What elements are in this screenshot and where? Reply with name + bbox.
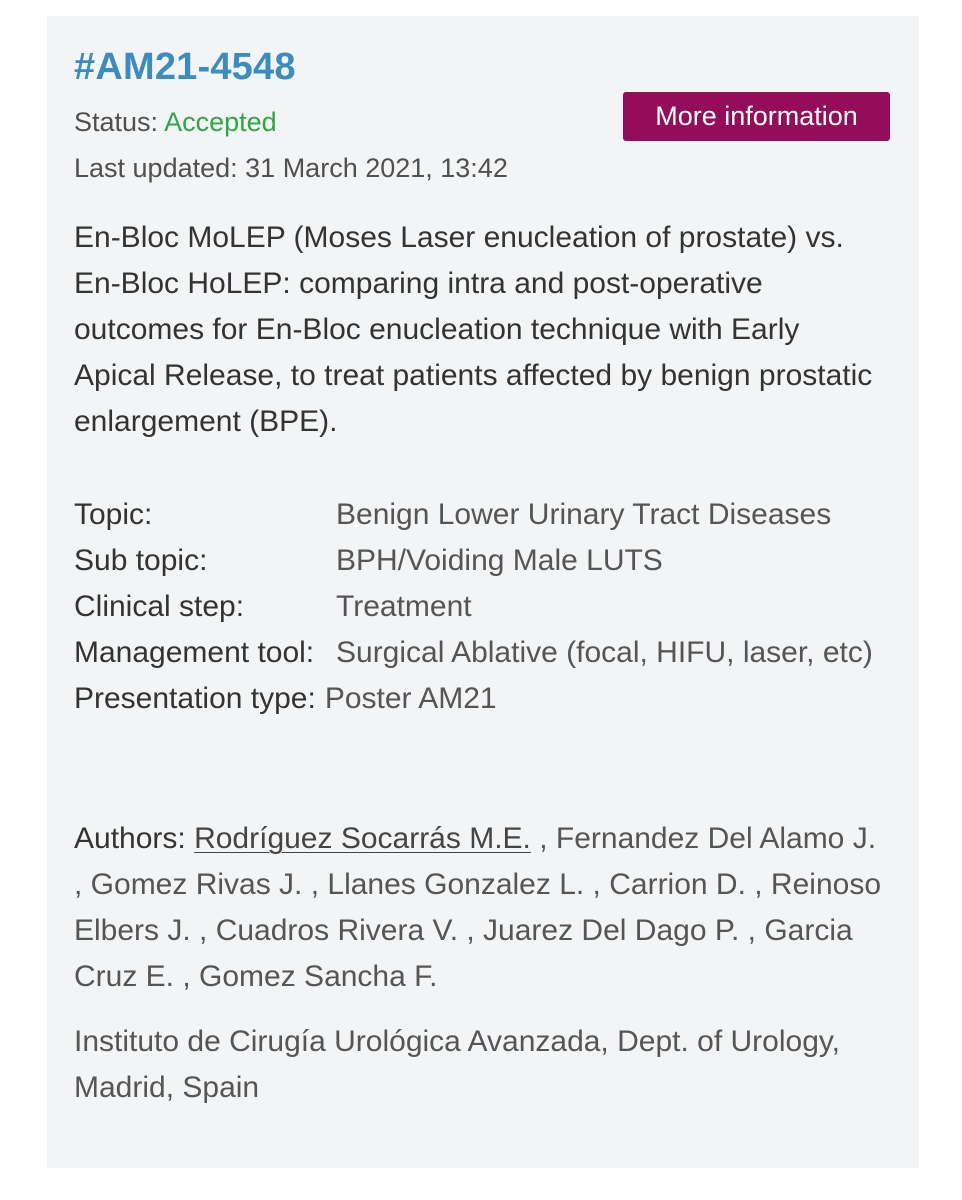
meta-value-clinical-step: Treatment <box>336 590 472 623</box>
meta-label-clinical-step: Clinical step: <box>74 590 245 623</box>
meta-label-subtopic: Sub topic: <box>74 544 208 577</box>
abstract-card <box>47 16 919 1168</box>
status-line <box>74 107 277 138</box>
meta-value-topic: Benign Lower Urinary Tract Diseases <box>336 498 832 531</box>
last-updated-value: 31 March 2021, 13:42 <box>245 153 508 183</box>
authors-list <box>74 816 892 1000</box>
meta-label-management-tool: Management tool: <box>74 636 315 669</box>
first-author-link[interactable]: Rodríguez Socarrás M.E. <box>194 822 531 855</box>
last-updated-label: Last updated: <box>74 153 238 183</box>
status-label: Status: <box>74 107 159 137</box>
abstract-id: #AM21-4548 <box>74 46 296 88</box>
meta-row-clinical-step <box>74 584 894 630</box>
meta-row-management-tool <box>74 630 894 676</box>
meta-label-topic: Topic: <box>74 498 153 531</box>
meta-row-subtopic <box>74 538 894 584</box>
status-badge: Accepted <box>164 107 277 137</box>
last-updated-line <box>74 153 508 184</box>
meta-value-subtopic: BPH/Voiding Male LUTS <box>336 544 663 577</box>
more-information-button[interactable]: More information <box>623 92 890 141</box>
meta-row-topic <box>74 492 894 538</box>
meta-value-presentation-type: Poster AM21 <box>324 682 497 715</box>
authors-label: Authors: <box>74 822 186 855</box>
meta-label-presentation-type: Presentation type: <box>74 682 316 715</box>
abstract-title: En-Bloc MoLEP (Moses Laser enucleation of prostate) vs. En-Bloc HoLEP: comparing intra and post-operative outcomes for En-Bloc enucleation technique with Early Apical Release, to treat patients affected by benign prostatic enlargement (BPE). <box>74 221 873 438</box>
other-authors: , Fernandez Del Alamo J. , Gomez Rivas J. , Llanes Gonzalez L. , Carrion D. , Reinoso Elbers J. , Cuadros Rivera V. , Juarez Del Dago P. , Garcia Cruz E. , Gomez Sancha F. <box>74 822 881 993</box>
institution: Instituto de Cirugía Urológica Avanzada, Dept. of Urology, Madrid, Spain <box>74 1025 840 1104</box>
metadata-list <box>74 492 894 722</box>
meta-value-management-tool: Surgical Ablative (focal, HIFU, laser, etc) <box>336 636 873 669</box>
meta-row-presentation-type <box>74 676 894 722</box>
